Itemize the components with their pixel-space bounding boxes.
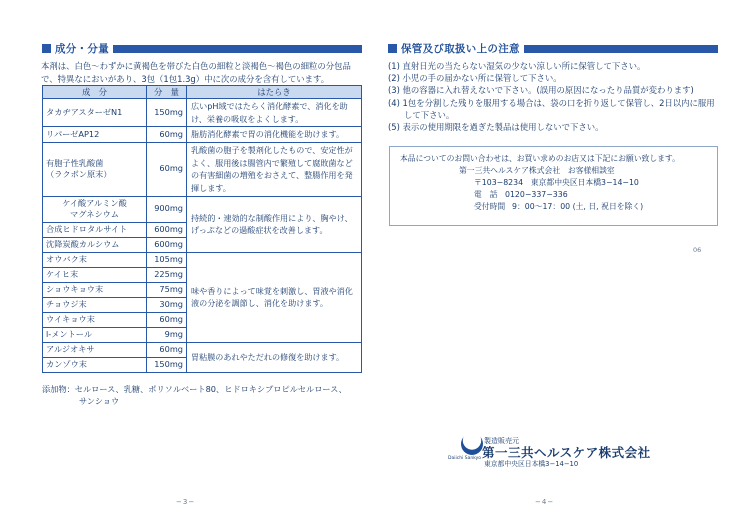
ingredients-section-header xyxy=(42,42,362,55)
ingredient-name: オウバク末 xyxy=(43,252,147,267)
ingredient-function: 乳酸菌の胞子を製剤化したもので、安定性がよく、服用後は腸管内で繁殖して腐敗菌などの有害細菌の増殖をおさえて、整腸作用を発揮します。 xyxy=(187,142,362,196)
contact-address: 〒103−8234 東京都中央区日本橋3−14−10 xyxy=(474,178,639,187)
ingredient-amount: 105mg xyxy=(147,252,187,267)
ingredient-amount: 60mg xyxy=(147,142,187,196)
ingredient-name: 有胞子性乳酸菌 （ラクボン原末） xyxy=(43,142,147,196)
ingredient-name: l-メントール xyxy=(43,327,147,342)
maker-role: 製造販売元 xyxy=(484,437,519,445)
column-header-amount: 分 量 xyxy=(147,86,187,99)
table-row xyxy=(43,142,362,196)
contact-company: 第一三共ヘルスケア株式会社 お客様相談室 xyxy=(459,166,615,175)
section-bar xyxy=(524,45,718,53)
ingredient-function: 持続的・速効的な制酸作用により、胸やけ、げっぷなどの過酸症状を改善します。 xyxy=(187,196,362,252)
ingredient-amount: 30mg xyxy=(147,297,187,312)
list-item: (5) 表示の使用期限を過ぎた製品は使用しないで下さい。 xyxy=(388,122,604,133)
contact-intro: 本品についてのお問い合わせは、お買い求めのお店又は下記にお願い致します。 xyxy=(400,154,680,163)
list-item: (1) 直射日光の当たらない湿気の少ない涼しい所に保管して下さい。 xyxy=(388,61,646,71)
ingredient-amount: 225mg xyxy=(147,267,187,282)
ingredient-function: 味や香りによって味覚を刺激し、胃液や消化液の分泌を調節し、消化を助けます。 xyxy=(187,252,362,342)
storage-section-header xyxy=(388,42,718,55)
section-bar xyxy=(113,45,362,53)
ingredient-amount: 60mg xyxy=(147,127,187,143)
table-row xyxy=(43,99,362,127)
storage-section-title: 保管及び取扱い上の注意 xyxy=(401,43,520,55)
ingredient-name: ウイキョウ末 xyxy=(43,312,147,327)
additives-line2: サンショウ xyxy=(79,396,120,406)
ingredient-function: 広いpH域ではたらく消化酵素で、消化を助け、栄養の吸収をよくします。 xyxy=(187,99,362,127)
contact-box xyxy=(389,146,718,226)
ingredient-amount: 150mg xyxy=(147,357,187,372)
ingredient-amount: 60mg xyxy=(147,342,187,357)
ingredient-name: ケイ酸アルミン酸 マグネシウム xyxy=(43,196,147,222)
logo-wordmark: Daiichi Sankyo xyxy=(448,456,482,461)
list-item: (4) 1包を分割した残りを服用する場合は、袋の口を折り返して保管し、2日以内に服用して下さい。 xyxy=(388,97,715,120)
column-header-ingredient: 成 分 xyxy=(43,86,147,99)
additives-label: 添加物： xyxy=(42,384,75,394)
contact-hours-row xyxy=(474,201,643,212)
ingredient-function: 胃粘膜のあれやただれの修復を助けます。 xyxy=(187,342,362,372)
ingredients-section-title: 成分・分量 xyxy=(55,43,109,55)
phone-number: 0120−337−336 xyxy=(505,190,568,199)
additives-note xyxy=(42,383,367,407)
ingredient-name: 合成ヒドロタルサイト xyxy=(43,222,147,237)
ingredient-function: 脂肪消化酵素で胃の消化機能を助けます。 xyxy=(187,127,362,143)
ingredient-name: ケイヒ末 xyxy=(43,267,147,282)
page-number: −3− xyxy=(176,498,196,506)
table-row xyxy=(43,196,362,222)
section-square-icon xyxy=(42,44,51,53)
maker-address: 東京都中央区日本橋3−14−10 xyxy=(484,460,579,468)
column-header-function: はたらき xyxy=(187,86,362,99)
hours-value: 9：00～17：00 (土, 日, 祝日を除く) xyxy=(512,202,644,211)
table-row xyxy=(43,252,362,267)
ingredient-amount: 9mg xyxy=(147,327,187,342)
storage-precautions-list xyxy=(388,60,718,133)
list-item: (2) 小児の手の届かない所に保管して下さい。 xyxy=(388,73,562,84)
phone-label: 電 話 xyxy=(474,190,498,199)
table-row xyxy=(43,342,362,357)
list-item: (3) 他の容器に入れ替えないで下さい。(誤用の原因になったり品質が変わります) xyxy=(388,85,694,96)
document-code: 06 xyxy=(693,246,702,254)
ingredient-name: 沈降炭酸カルシウム xyxy=(43,237,147,252)
ingredient-name: リパーゼAP12 xyxy=(43,127,147,143)
ingredient-amount: 60mg xyxy=(147,312,187,327)
table-header-row xyxy=(43,86,362,99)
ingredient-amount: 600mg xyxy=(147,237,187,252)
ingredient-amount: 900mg xyxy=(147,196,187,222)
ingredient-amount: 75mg xyxy=(147,282,187,297)
ingredient-name: アルジオキサ xyxy=(43,342,147,357)
ingredient-amount: 600mg xyxy=(147,222,187,237)
ingredients-intro: 本剤は、白色～わずかに黄褐色を帯びた白色の細粒と淡褐色～褐色の細粒の分包品で、特異なにおいがあり、3包（1包1.3g）中に次の成分を含有しています。 xyxy=(41,61,351,84)
section-square-icon xyxy=(388,44,397,53)
hours-label: 受付時間 xyxy=(474,202,506,211)
table-row xyxy=(43,127,362,143)
additives-line1: セルロース、乳糖、ポリソルベート80、ヒドロキシプロピルセルロース、 xyxy=(74,384,347,394)
contact-phone-row xyxy=(474,189,568,200)
ingredients-table xyxy=(42,85,362,373)
maker-name: 第一三共ヘルスケア株式会社 xyxy=(482,445,651,460)
ingredient-name: チョウジ末 xyxy=(43,297,147,312)
ingredient-name: タカヂアスターゼN1 xyxy=(43,99,147,127)
page-number: −4− xyxy=(535,498,555,506)
ingredient-name: ショウキョウ末 xyxy=(43,282,147,297)
ingredient-name: カンゾウ末 xyxy=(43,357,147,372)
ingredient-amount: 150mg xyxy=(147,99,187,127)
